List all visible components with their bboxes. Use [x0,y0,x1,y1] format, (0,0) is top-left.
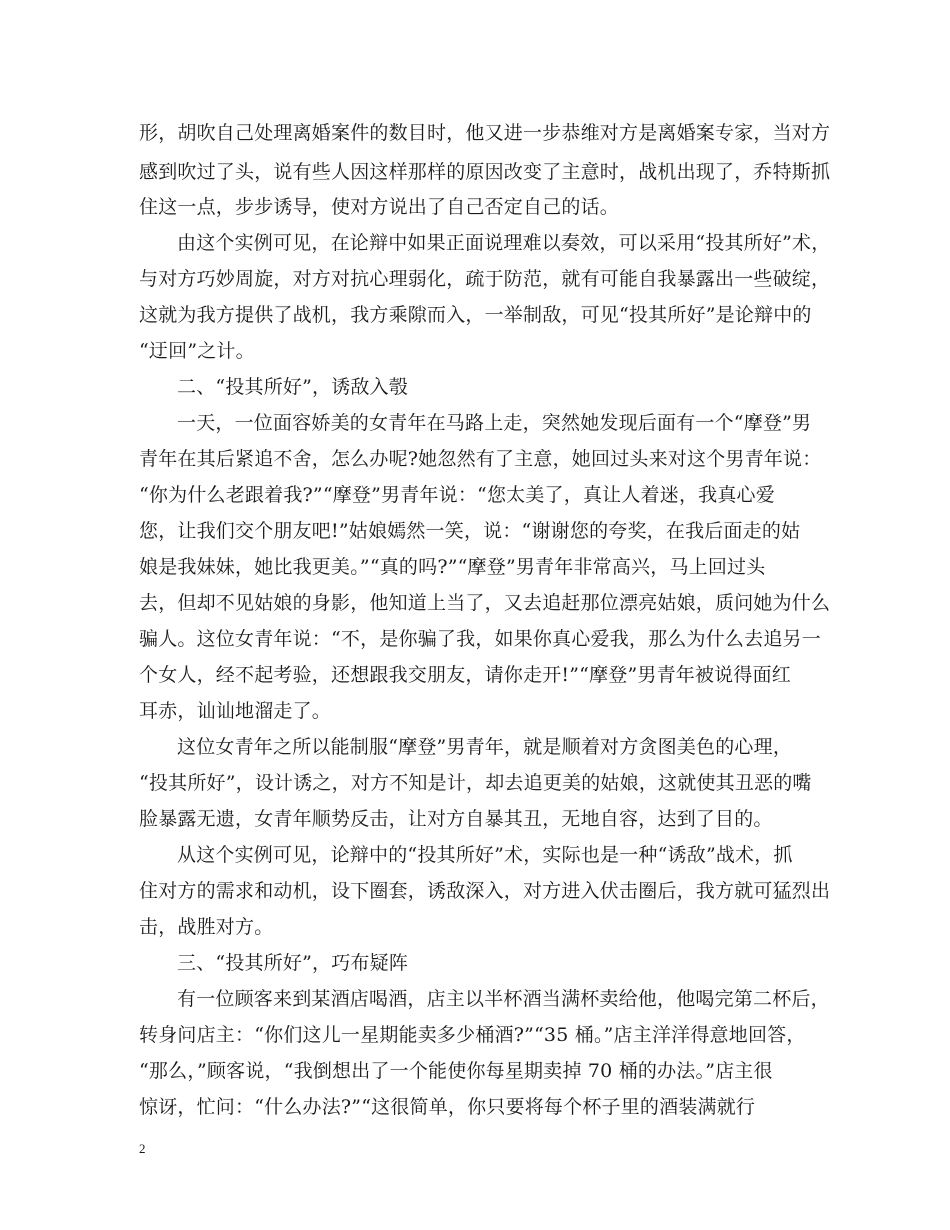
text-line: 脸暴露无遗，女青年顺势反击，让对方自暴其丑，无地自容，达到了目的。 [139,808,773,830]
text-line: “你为什么老跟着我?”“摩登”男青年说：“您太美了，真让人着迷，我真心爱 [139,484,775,506]
text-line: “迂回”之计。 [139,340,255,362]
text-line: 这就为我方提供了战机，我方乘隙而入，一举制敌，可见“投其所好”是论辩中的 [139,304,812,326]
text-line: 与对方巧妙周旋，对方对抗心理弱化，疏于防范，就有可能自我暴露出一些破绽， [139,268,831,290]
text-line: “那么，”顾客说，“我倒想出了一个能使你每星期卖掉 70 桶的办法。”店主很 [139,1060,773,1082]
text-line: 骗人。这位女青年说：“不，是你骗了我，如果你真心爱我，那么为什么去追另一 [139,628,821,650]
text-line: 感到吹过了头，说有些人因这样那样的原因改变了主意时，战机出现了，乔特斯抓 [139,161,831,183]
text-line: 惊讶，忙问：“什么办法?”“这很简单，你只要将每个杯子里的酒装满就行 [139,1096,756,1118]
text-line: 这位女青年之所以能制服“摩登”男青年，就是顺着对方贪图美色的心理， [177,736,793,758]
text-line: 有一位顾客来到某酒店喝酒，店主以半杯酒当满杯卖给他，他喝完第二杯后， [177,988,830,1010]
text-line: “投其所好”，设计诱之，对方不知是计，却去追更美的姑娘，这就使其丑恶的嘴 [139,772,812,794]
text-line: 击，战胜对方。 [139,916,274,938]
text-line: 住对方的需求和动机，设下圈套，诱敌深入，对方进入伏击圈后，我方就可猛烈出 [139,880,831,902]
text-line: 转身问店主：“你们这儿一星期能卖多少桶酒?”“35 桶。”店主洋洋得意地回答， [139,1024,806,1046]
section-heading: 三、“投其所好”，巧布疑阵 [177,952,409,974]
text-line: 一天，一位面容娇美的女青年在马路上走，突然她发现后面有一个“摩登”男 [177,412,812,434]
text-line: 您，让我们交个朋友吧!”姑娘嫣然一笑，说：“谢谢您的夸奖，在我后面走的姑 [139,520,801,542]
text-line: 去，但却不见姑娘的身影，他知道上当了，又去追赶那位漂亮姑娘，质问她为什么 [139,592,831,614]
text-line: 娘是我妹妹，她比我更美。”“真的吗?”“摩登”男青年非常高兴，马上回过头 [139,556,766,578]
text-line: 青年在其后紧追不舍，怎么办呢?她忽然有了主意，她回过头来对这个男青年说： [139,448,822,470]
text-line: 从这个实例可见，论辩中的“投其所好”术，实际也是一种“诱敌”战术，抓 [177,844,793,866]
text-line: 个女人，经不起考验，还想跟我交朋友，请你走开!”“摩登”男青年被说得面红 [139,664,791,686]
text-line: 耳赤，讪讪地溜走了。 [139,700,332,722]
text-line: 由这个实例可见，在论辩中如果正面说理难以奏效，可以采用“投其所好”术， [177,232,831,254]
section-heading: 二、“投其所好”，诱敌入彀 [177,376,409,398]
page-number: 2 [139,1141,146,1156]
text-line: 住这一点，步步诱导，使对方说出了自己否定自己的话。 [139,196,620,218]
text-line: 形，胡吹自己处理离婚案件的数目时，他又进一步恭维对方是离婚案专家，当对方 [139,122,831,144]
